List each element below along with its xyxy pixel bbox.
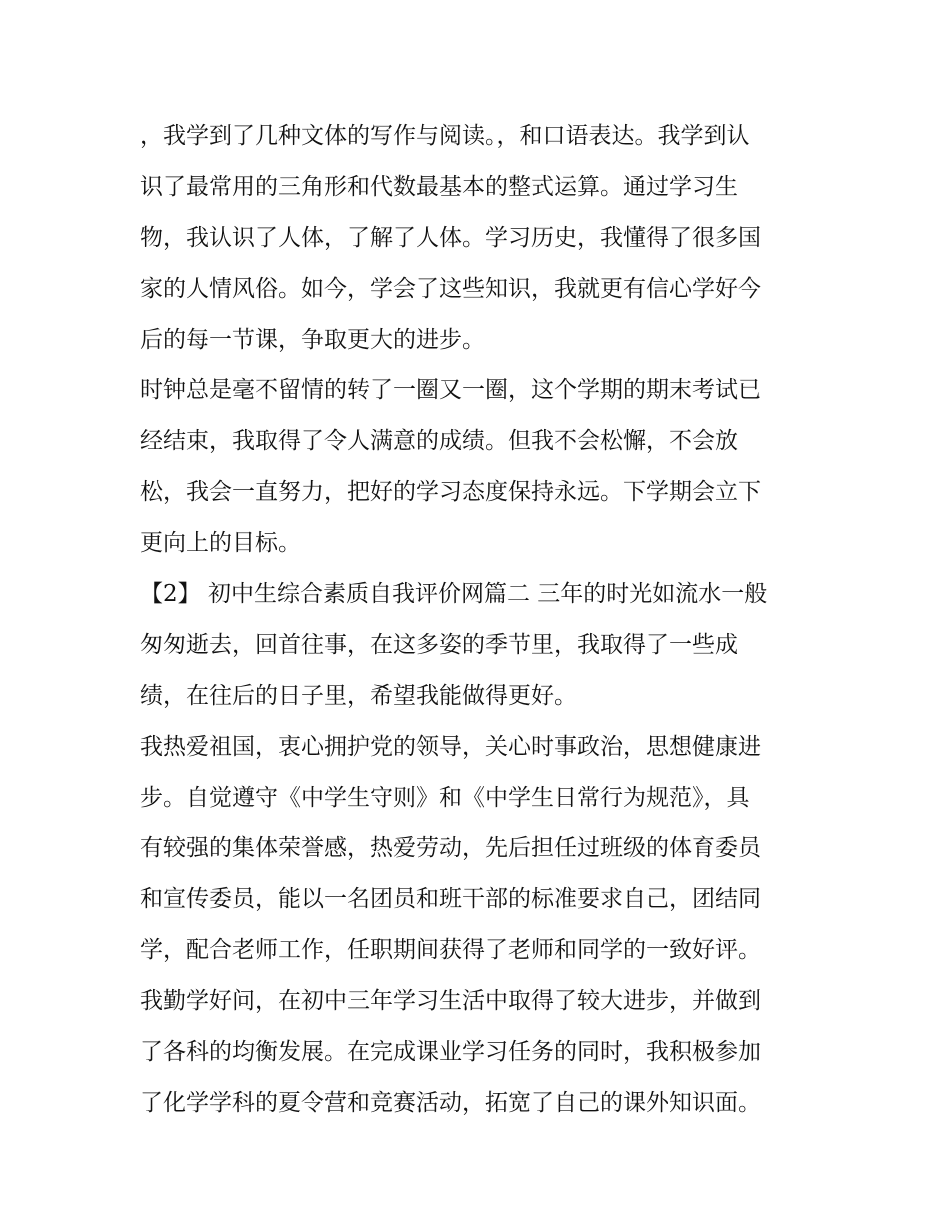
text-line: 物，我认识了人体，了解了人体。学习历史，我懂得了很多国 xyxy=(140,224,761,251)
text-line: 有较强的集体荣誉感，热爱劳动，先后担任过班级的体育委员 xyxy=(140,835,761,862)
text-line: 和宣传委员，能以一名团员和班干部的标准要求自己，团结同 xyxy=(140,886,761,913)
text-line: 绩，在往后的日子里，希望我能做得更好。 xyxy=(140,682,577,709)
text-line: 了化学学科的夏令营和竞赛活动，拓宽了自己的课外知识面。 xyxy=(140,1089,761,1116)
section-heading-line: 【2】 初中生综合素质自我评价网篇二 三年的时光如流水一般 xyxy=(140,581,768,608)
text-line: 后的每一节课，争取更大的进步。 xyxy=(140,326,485,353)
text-line: 家的人情风俗。如今，学会了这些知识，我就更有信心学好今 xyxy=(140,275,761,302)
body-text xyxy=(140,111,820,1129)
text-line: 步。自觉遵守《中学生守则》和《中学生日常行为规范》，具 xyxy=(140,784,750,811)
text-line: 了各科的均衡发展。在完成课业学习任务的同时，我积极参加 xyxy=(140,1039,761,1066)
text-line: ，我学到了几种文体的写作与阅读。，和口语表达。我学到认 xyxy=(140,123,750,149)
text-line: 识了最常用的三角形和代数最基本的整式运算。通过学习生 xyxy=(140,173,738,200)
text-line: 时钟总是毫不留情的转了一圈又一圈，这个学期的期末考试已 xyxy=(140,377,761,404)
text-line: 松，我会一直努力，把好的学习态度保持永远。下学期会立下 xyxy=(140,479,761,506)
text-line: 我勤学好问，在初中三年学习生活中取得了较大进步，并做到 xyxy=(140,988,761,1015)
text-line: 学，配合老师工作，任职期间获得了老师和同学的一致好评。 xyxy=(140,937,761,964)
text-line: 我热爱祖国，衷心拥护党的领导，关心时事政治，思想健康进 xyxy=(140,733,761,760)
text-line: 更向上的目标。 xyxy=(140,530,301,557)
text-line: 匆匆逝去，回首往事，在这多姿的季节里，我取得了一些成 xyxy=(140,631,738,658)
text-line: 经结束，我取得了令人满意的成绩。但我不会松懈，不会放 xyxy=(140,428,738,455)
